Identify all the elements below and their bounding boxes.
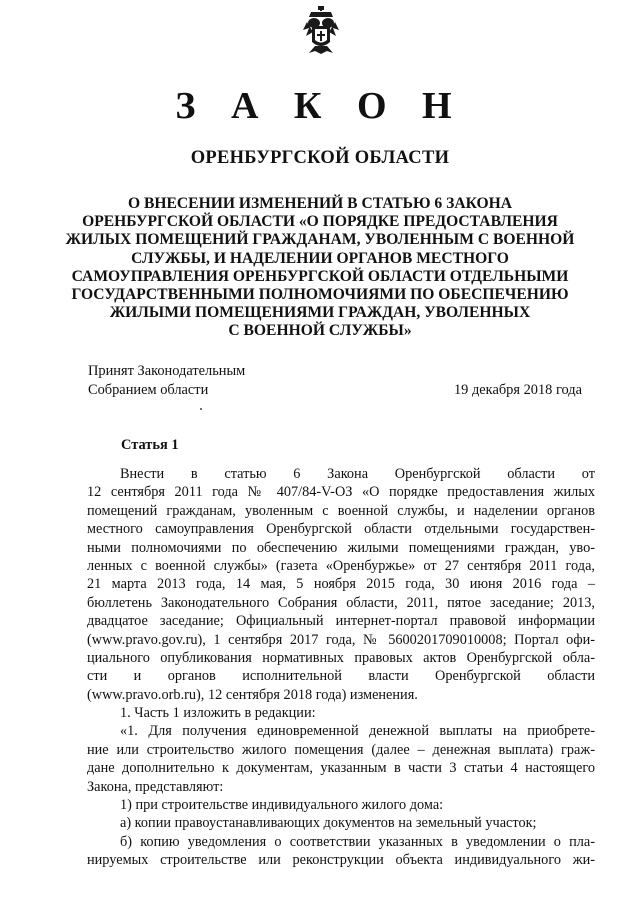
body-line: а) копии правоустанавливающих документов на земельный участок;	[120, 815, 537, 832]
coat-of-arms-icon	[303, 6, 339, 54]
body-line: 12 сентября 2011 года № 407/84-V-ОЗ «О порядке предоставления жилых	[87, 484, 595, 501]
body-line: бюллетень Законодательного Собрания области, 2011, пятое заседание; 2013,	[87, 594, 595, 611]
law-heading	[60, 195, 580, 341]
article-title: Статья 1	[121, 437, 179, 453]
adoption-date: 19 декабря 2018 года	[453, 382, 582, 398]
body-line: ленных с военной службы» (газета «Оренбуржье» от 27 сентября 2011 года,	[87, 557, 595, 574]
body-line: 1. Часть 1 изложить в редакции:	[120, 705, 316, 722]
body-line: «1. Для получения единовременной денежной выплаты на приобрете-	[120, 723, 595, 740]
body-line: помещений гражданам, уволенным с военной службы, и наделении органов	[87, 502, 595, 519]
body-line: ными полномочиями по обеспечению жилыми помещениями граждан, уво-	[87, 539, 595, 556]
body-line: 21 марта 2013 года, 14 мая, 5 ноября 2015 года, 30 июня 2016 года –	[87, 576, 595, 593]
document-subtitle: ОРЕНБУРГСКОЙ ОБЛАСТИ	[190, 148, 450, 168]
heading-line: ЖИЛЫХ ПОМЕЩЕНИЙ ГРАЖДАНАМ, УВОЛЕННЫМ С ВОЕННОЙ	[65, 231, 575, 249]
body-line: Закона, представляют:	[87, 778, 224, 795]
body-line: нируемых строительстве или реконструкции объекта индивидуального жи-	[87, 852, 595, 869]
body-line: Внести в статью 6 Закона Оренбургской области от	[120, 466, 595, 482]
adopted-by-line: Собранием области	[88, 382, 209, 398]
body-line: циального опубликования нормативных правовых актов Оренбургской обла-	[87, 649, 595, 666]
body-line: ние или строительство жилого помещения (далее – денежная выплата) граж-	[87, 741, 595, 758]
heading-line: С ВОЕННОЙ СЛУЖБЫ»	[228, 322, 412, 340]
body-line: б) копию уведомления о соответствии указанных в уведомлении о пла-	[120, 833, 595, 850]
body-line: дане дополнительно к документам, указанным в части 3 статьи 4 настоящего	[87, 760, 595, 777]
scan-speck	[200, 408, 202, 410]
heading-line: ЖИЛЫМИ ПОМЕЩЕНИЯМИ ГРАЖДАН, УВОЛЕННЫХ	[109, 304, 531, 322]
heading-line: СЛУЖБЫ, И НАДЕЛЕНИИ ОРГАНОВ МЕСТНОГО	[131, 249, 509, 267]
body-line: местного самоуправления Оренбургской области отдельными государствен-	[87, 521, 595, 538]
body-line: (www.pravo.orb.ru), 12 сентября 2018 года) изменения.	[87, 686, 418, 703]
body-line: 1) при строительстве индивидуального жилого дома:	[120, 797, 444, 814]
body-line: двадцатое заседание; Официальный интернет-портал правовой информации	[87, 613, 595, 630]
document-title: З А К О Н	[175, 85, 465, 127]
body-line: сти и органов исполнительной власти Оренбургской области	[87, 668, 595, 685]
heading-line: ОРЕНБУРГСКОЙ ОБЛАСТИ «О ПОРЯДКЕ ПРЕДОСТАВЛЕНИЯ	[82, 213, 558, 231]
adopted-by	[88, 362, 245, 400]
article-body	[87, 465, 595, 870]
heading-line: ГОСУДАРСТВЕННЫМИ ПОЛНОМОЧИЯМИ ПО ОБЕСПЕЧЕНИЮ	[71, 286, 569, 304]
adopted-by-line: Принят Законодательным	[88, 363, 246, 379]
body-line: (www.pravo.gov.ru), 1 сентября 2017 года, № 5600201709010008; Портал офи-	[87, 631, 595, 648]
heading-line: САМОУПРАВЛЕНИЯ ОРЕНБУРГСКОЙ ОБЛАСТИ ОТДЕЛЬНЫМИ	[71, 267, 569, 285]
heading-line: О ВНЕСЕНИИ ИЗМЕНЕНИЙ В СТАТЬЮ 6 ЗАКОНА	[127, 195, 513, 212]
